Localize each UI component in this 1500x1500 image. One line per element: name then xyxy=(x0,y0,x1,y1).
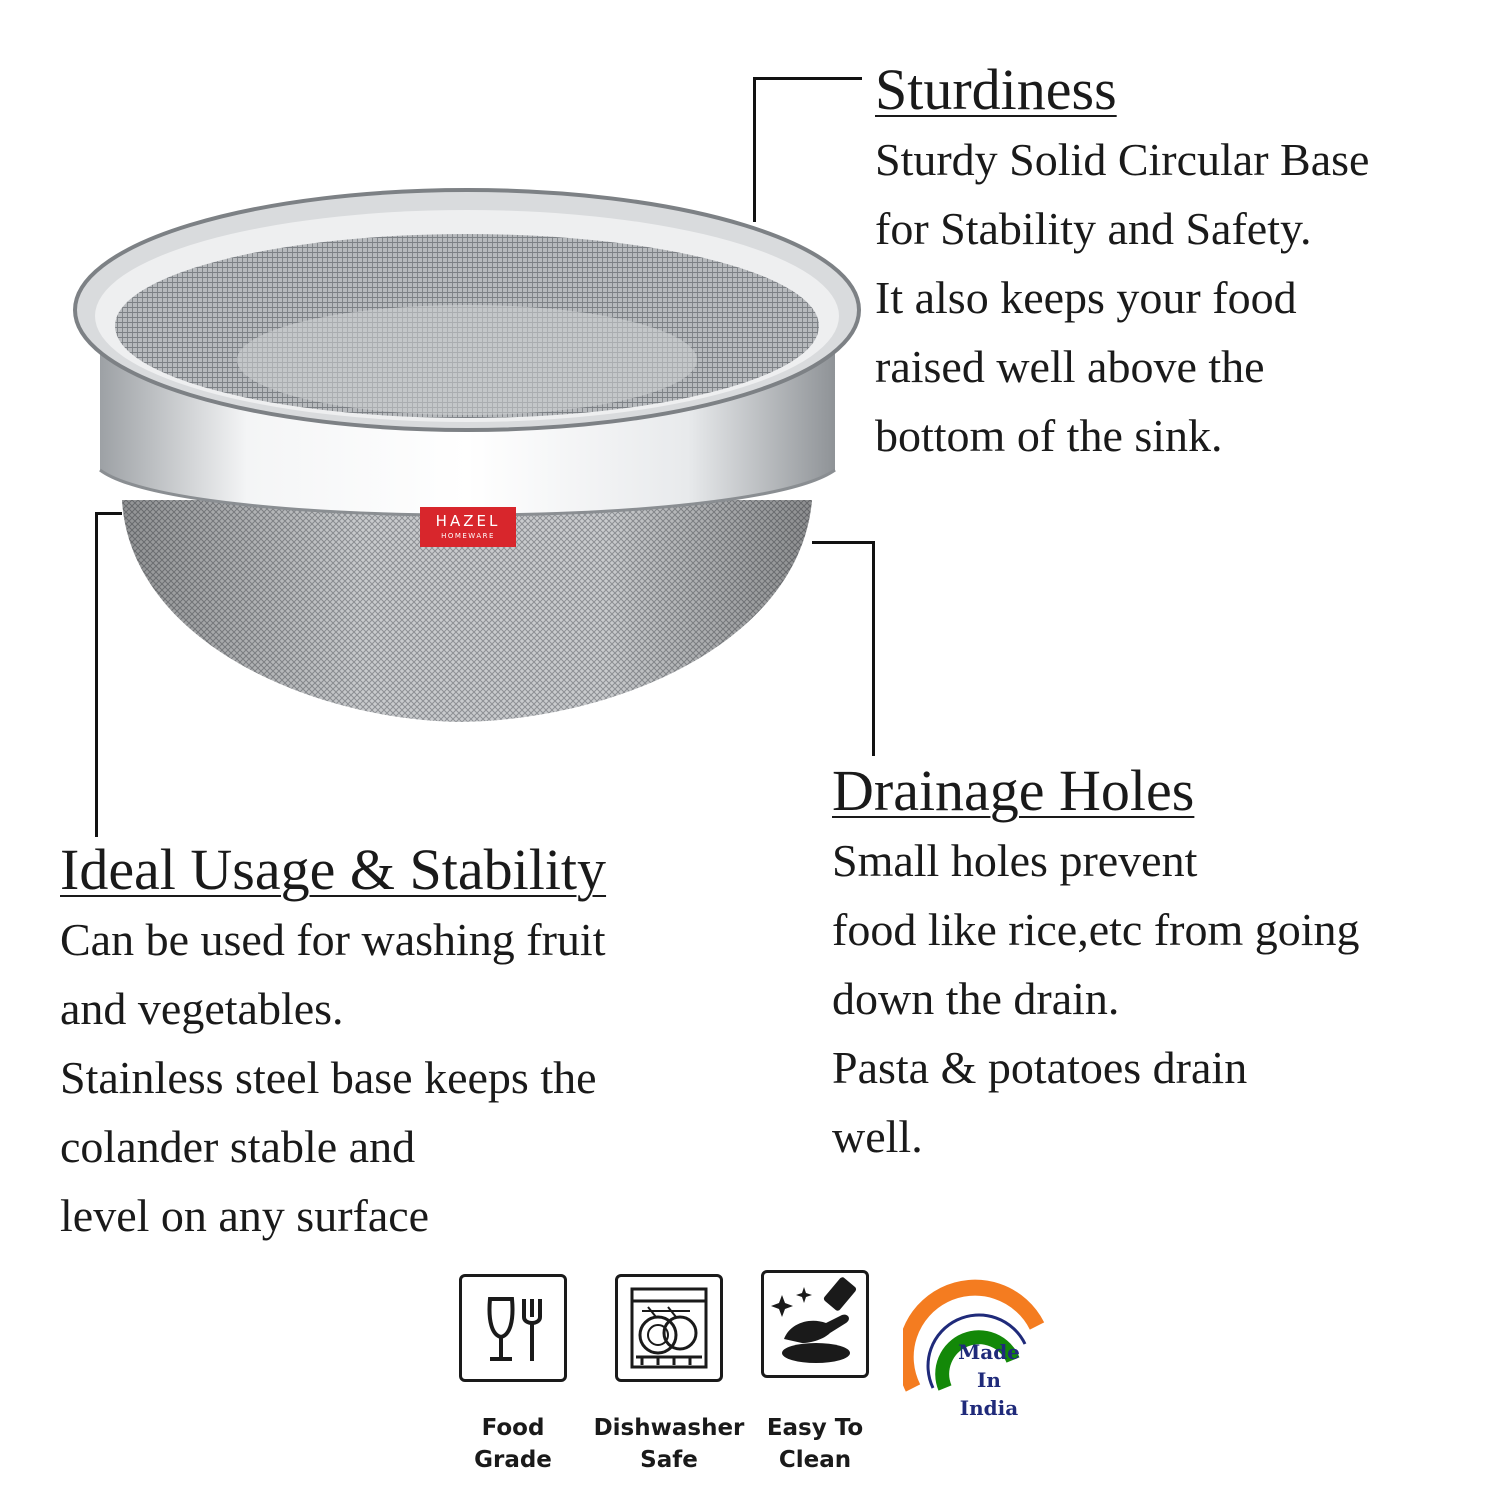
badge-easy-to-clean xyxy=(761,1270,869,1473)
feature-line: Small holes prevent xyxy=(832,835,1198,886)
feature-drainage xyxy=(832,756,1360,1171)
dishwasher-icon xyxy=(615,1274,723,1382)
feature-title-usage: Ideal Usage & Stability xyxy=(60,837,607,902)
feature-line: down the drain. xyxy=(832,973,1120,1024)
badge-dishwasher-safe xyxy=(593,1274,745,1473)
feature-line: Pasta & potatoes drain xyxy=(832,1042,1248,1093)
feature-sturdiness xyxy=(875,55,1369,470)
feature-title-drainage: Drainage Holes xyxy=(832,758,1195,823)
feature-title-sturdiness: Sturdiness xyxy=(875,57,1117,122)
feature-line: level on any surface xyxy=(60,1190,430,1241)
brand-logo-sub: HOMEWARE xyxy=(441,532,495,540)
badge-food-grade xyxy=(459,1274,567,1473)
badge-label-line: Dishwasher xyxy=(593,1415,745,1441)
badge-label-line: Clean xyxy=(778,1447,852,1473)
feature-line: colander stable and xyxy=(60,1121,416,1172)
badge-label-line: Easy To xyxy=(766,1415,864,1441)
feature-line: raised well above the xyxy=(875,341,1265,392)
feature-line: Stainless steel base keeps the xyxy=(60,1052,597,1103)
feature-line: It also keeps your food xyxy=(875,272,1297,323)
badge-label-line: Food xyxy=(481,1415,545,1441)
made-in-india-line: Made xyxy=(958,1340,1020,1364)
feature-line: and vegetables. xyxy=(60,983,344,1034)
feature-line: for Stability and Safety. xyxy=(875,203,1312,254)
made-in-india-text xyxy=(947,1338,1031,1422)
glass-fork-icon xyxy=(459,1274,567,1382)
leader-drainage xyxy=(812,541,875,756)
badge-label-line: Safe xyxy=(640,1447,698,1473)
feature-line: Sturdy Solid Circular Base xyxy=(875,134,1370,185)
leader-usage xyxy=(95,512,122,837)
badge-label-easy-to-clean xyxy=(741,1412,889,1476)
feature-line: Can be used for washing fruit xyxy=(60,914,606,965)
badge-label-dishwasher-safe xyxy=(585,1412,753,1476)
made-in-india-line: India xyxy=(959,1396,1019,1420)
colander-image xyxy=(60,170,880,730)
brand-logo xyxy=(420,507,516,547)
made-in-india-line: In xyxy=(977,1368,1001,1392)
feature-line: bottom of the sink. xyxy=(875,410,1223,461)
hand-wipe-sparkle-icon xyxy=(761,1270,869,1378)
badge-label-food-grade xyxy=(435,1412,591,1476)
badge-label-line: Grade xyxy=(474,1447,552,1473)
leader-sturdiness xyxy=(753,77,862,222)
feature-line: food like rice,etc from going xyxy=(832,904,1360,955)
feature-line: well. xyxy=(832,1111,923,1162)
feature-usage xyxy=(60,835,606,1250)
brand-logo-name: HAZEL xyxy=(435,512,501,530)
